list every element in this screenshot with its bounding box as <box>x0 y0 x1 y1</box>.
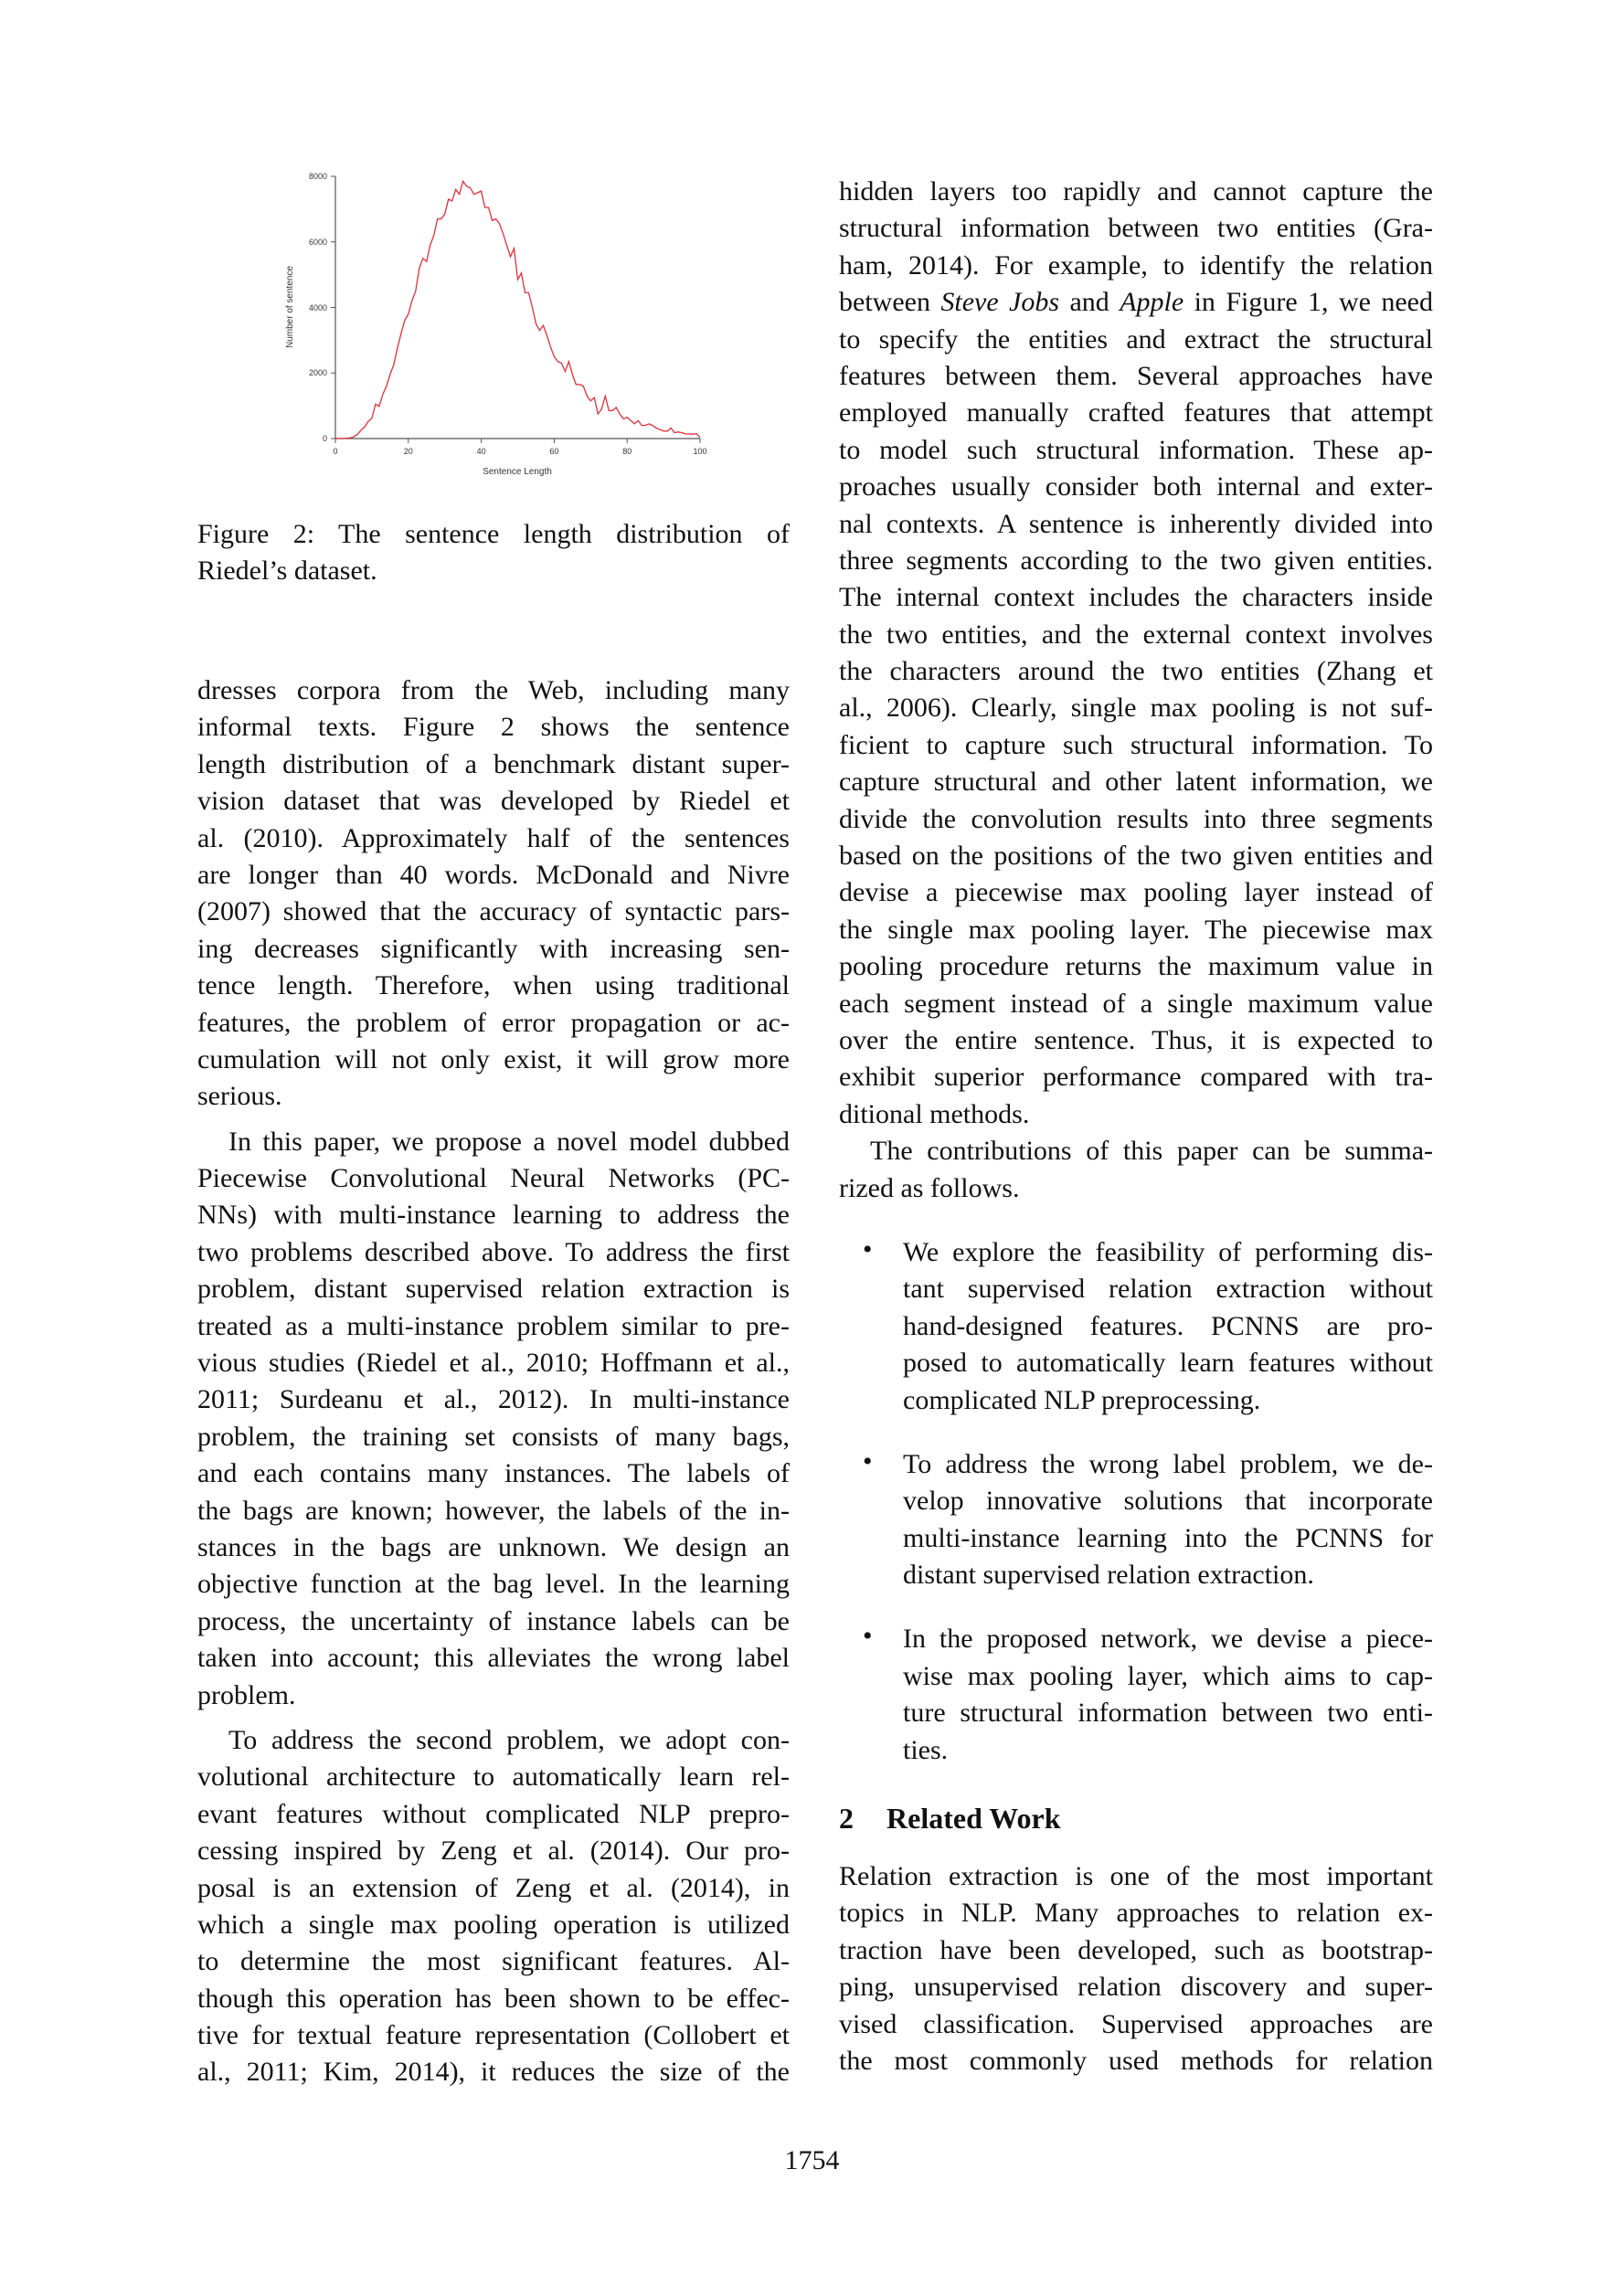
text-line: objective function at the bag level. In the learning <box>197 1569 790 1600</box>
text-line: divide the convolution results into three segments <box>839 803 1433 834</box>
paragraph <box>839 1133 1433 1207</box>
x-axis <box>333 439 706 477</box>
text-line: employed manually crafted features that attempt <box>839 397 1433 429</box>
y-axis <box>285 172 335 443</box>
text-line: structural information between two entities (Gra- <box>839 213 1433 244</box>
text-line: process, the uncertainty of instance labels can be <box>197 1605 790 1636</box>
text-line: hand-designed features. PCNNS are pro- <box>903 1310 1433 1341</box>
text-line: al., 2006). Clearly, single max pooling is not suf- <box>839 693 1433 724</box>
text-line: though this operation has been shown to be effec- <box>197 1983 790 2014</box>
bullet-icon: • <box>863 1621 873 1652</box>
text-line <box>839 284 1433 321</box>
text-line: To address the wrong label problem, we de- <box>903 1448 1433 1479</box>
text-line: posal is an extension of Zeng et al. (2014), in <box>197 1872 790 1903</box>
text-line: hidden layers too rapidly and cannot capture the <box>839 176 1433 206</box>
data-series-line <box>335 181 700 439</box>
text-line: nal contexts. A sentence is inherently divided into <box>839 508 1433 539</box>
y-tick-label: 6000 <box>308 238 327 247</box>
text-line: tive for textual feature representation (Collobert et <box>197 2020 790 2051</box>
text-line: over the entire sentence. Thus, it is expected to <box>839 1024 1433 1055</box>
text-line: serious. <box>197 1081 282 1112</box>
text-line: the bags are known; however, the labels of the in- <box>197 1495 790 1526</box>
left-column <box>197 672 790 2091</box>
text-line: ing decreases significantly with increasing sen- <box>197 933 790 964</box>
text-line: based on the positions of the two given entities and <box>839 841 1433 872</box>
x-tick-label: 80 <box>622 447 632 456</box>
x-tick-label: 60 <box>549 447 559 456</box>
text-line: to specify the entities and extract the structural <box>839 323 1433 354</box>
text-line: multi-instance learning into the PCNNS for <box>903 1522 1433 1553</box>
text-line: vision dataset that was developed by Riedel et <box>197 786 790 817</box>
text-line: traction have been developed, such as bootstrap- <box>839 1934 1433 1965</box>
text-line: taken into account; this alleviates the wrong label <box>197 1643 790 1674</box>
text-line: (2007) showed that the accuracy of syntactic pars- <box>197 896 790 927</box>
text-line: ditional methods. <box>839 1098 1030 1129</box>
text-line: topics in NLP. Many approaches to relation ex- <box>839 1898 1433 1929</box>
x-tick-label: 20 <box>403 447 413 456</box>
text-line: stances in the bags are unknown. We design an <box>197 1531 790 1562</box>
text-fragment: in Figure 1, we need <box>1184 287 1433 318</box>
text-line: ture structural information between two enti- <box>903 1698 1433 1729</box>
text-line: each segment instead of a single maximum value <box>839 988 1433 1019</box>
paragraph <box>839 174 1433 1133</box>
text-line: proaches usually consider both internal and exter- <box>839 471 1433 503</box>
text-line: the single max pooling layer. The piecewise max <box>839 914 1433 945</box>
paragraph <box>197 672 790 1116</box>
text-line: features, the problem of error propagation or ac- <box>197 1007 790 1038</box>
text-line: which a single max pooling operation is utilized <box>197 1909 790 1940</box>
right-column <box>839 174 1433 2079</box>
text-line: al., 2011; Kim, 2014), it reduces the size of the <box>197 2057 790 2088</box>
text-line: ties. <box>903 1734 949 1765</box>
text-line: the two entities, and the external context involves <box>839 619 1433 650</box>
text-fragment: between <box>839 287 941 318</box>
text-line: informal texts. Figure 2 shows the sentence <box>197 712 790 743</box>
text-line: the most commonly used methods for relation <box>839 2045 1433 2076</box>
x-tick-label: 40 <box>476 447 486 456</box>
text-line: problem, the training set consists of many bags, <box>197 1421 790 1452</box>
bullet-item <box>839 1621 1433 1769</box>
text-line: tant supervised relation extraction without <box>903 1274 1433 1305</box>
sentence-length-chart <box>274 164 713 493</box>
y-axis-label: Number of sentence <box>285 265 295 349</box>
text-line: Relation extraction is one of the most important <box>839 1861 1433 1892</box>
text-line: capture structural and other latent information, we <box>839 767 1433 798</box>
text-line: to determine the most significant features. Al- <box>197 1946 790 1977</box>
text-line: complicated NLP preprocessing. <box>903 1384 1261 1415</box>
paragraph <box>197 1722 790 2091</box>
text-line: wise max pooling layer, which aims to cap- <box>903 1660 1433 1691</box>
text-line: velop innovative solutions that incorporate <box>903 1486 1433 1517</box>
text-line: Piecewise Convolutional Neural Networks (PC- <box>197 1163 790 1194</box>
text-line: to model such structural information. These ap- <box>839 434 1433 465</box>
text-line: posed to automatically learn features without <box>903 1348 1433 1379</box>
y-tick-label: 8000 <box>308 172 327 181</box>
paragraph-continuation <box>839 322 1433 1134</box>
text-line: cumulation will not only exist, it will grow more <box>197 1043 790 1074</box>
text-line: To address the second problem, we adopt con- <box>228 1724 790 1755</box>
text-line: The contributions of this paper can be summa- <box>870 1136 1433 1167</box>
entity-steve-jobs: Steve Jobs <box>940 287 1060 318</box>
text-line: and each contains many instances. The labels of <box>197 1458 790 1489</box>
y-tick-label: 0 <box>322 434 327 443</box>
text-line: treated as a multi-instance problem similar to pre- <box>197 1310 790 1341</box>
text-line: We explore the feasibility of performing dis- <box>903 1236 1433 1267</box>
text-line: ficient to capture such structural information. To <box>839 729 1433 760</box>
paragraph <box>197 1124 790 1714</box>
text-line: evant features without complicated NLP prepro- <box>197 1798 790 1829</box>
section-title: Related Work <box>886 1802 1061 1836</box>
text-line: al. (2010). Approximately half of the sentences <box>197 822 790 853</box>
bullet-icon: • <box>863 1233 873 1264</box>
y-tick-label: 2000 <box>308 368 327 377</box>
text-line: distant supervised relation extraction. <box>903 1560 1314 1591</box>
text-fragment: and <box>1059 287 1120 318</box>
paragraph <box>839 1858 1433 2079</box>
text-line: three segments according to the two given entities. <box>839 545 1433 576</box>
text-line: tence length. Therefore, when using traditional <box>197 970 790 1001</box>
text-line: two problems described above. To address the first <box>197 1236 790 1267</box>
bullet-list <box>839 1234 1433 1769</box>
bullet-item <box>839 1446 1433 1594</box>
text-line: features between them. Several approaches have <box>839 360 1433 391</box>
text-line: length distribution of a benchmark distant super- <box>197 748 790 779</box>
text-line: ham, 2014). For example, to identify the relation <box>839 249 1433 280</box>
text-line: the characters around the two entities (Zhang et <box>839 656 1433 687</box>
figure-caption <box>197 516 790 590</box>
text-line: NNs) with multi-instance learning to address the <box>197 1200 790 1231</box>
text-line: rized as follows. <box>839 1172 1020 1203</box>
section-heading <box>839 1796 1433 1840</box>
text-line: vised classification. Supervised approaches are <box>839 2008 1433 2039</box>
text-line: problem, distant supervised relation extraction is <box>197 1274 790 1305</box>
text-line: ping, unsupervised relation discovery and super- <box>839 1972 1433 2003</box>
text-line: 2011; Surdeanu et al., 2012). In multi-instance <box>197 1384 790 1415</box>
text-line: pooling procedure returns the maximum value in <box>839 951 1433 982</box>
text-line: devise a piecewise max pooling layer instead of <box>839 877 1433 908</box>
text-line: The internal context includes the characters inside <box>839 582 1433 613</box>
text-line: dresses corpora from the Web, including many <box>197 675 790 705</box>
x-axis-label: Sentence Length <box>483 467 552 477</box>
text-line: are longer than 40 words. McDonald and Nivre <box>197 859 790 890</box>
caption-line: Figure 2: The sentence length distribution of <box>197 519 790 549</box>
bullet-icon: • <box>863 1445 873 1476</box>
section-number: 2 <box>839 1802 854 1836</box>
x-tick-label: 100 <box>693 447 707 456</box>
text-line: In this paper, we propose a novel model dubbed <box>228 1126 790 1157</box>
caption-line: Riedel’s dataset. <box>197 555 377 587</box>
text-line: In the proposed network, we devise a piece- <box>903 1624 1433 1655</box>
entity-apple: Apple <box>1120 287 1184 318</box>
text-line: cessing inspired by Zeng et al. (2014). Our pro- <box>197 1836 790 1867</box>
text-line: exhibit superior performance compared with tra- <box>839 1062 1433 1093</box>
bullet-item <box>839 1234 1433 1419</box>
text-line: vious studies (Riedel et al., 2010; Hoffmann et al., <box>197 1348 790 1379</box>
y-tick-label: 4000 <box>308 303 327 312</box>
page-number: 1754 <box>784 2145 840 2175</box>
text-line: problem. <box>197 1679 296 1710</box>
text-line: volutional architecture to automatically learn rel- <box>197 1762 790 1793</box>
x-tick-label: 0 <box>333 447 338 456</box>
